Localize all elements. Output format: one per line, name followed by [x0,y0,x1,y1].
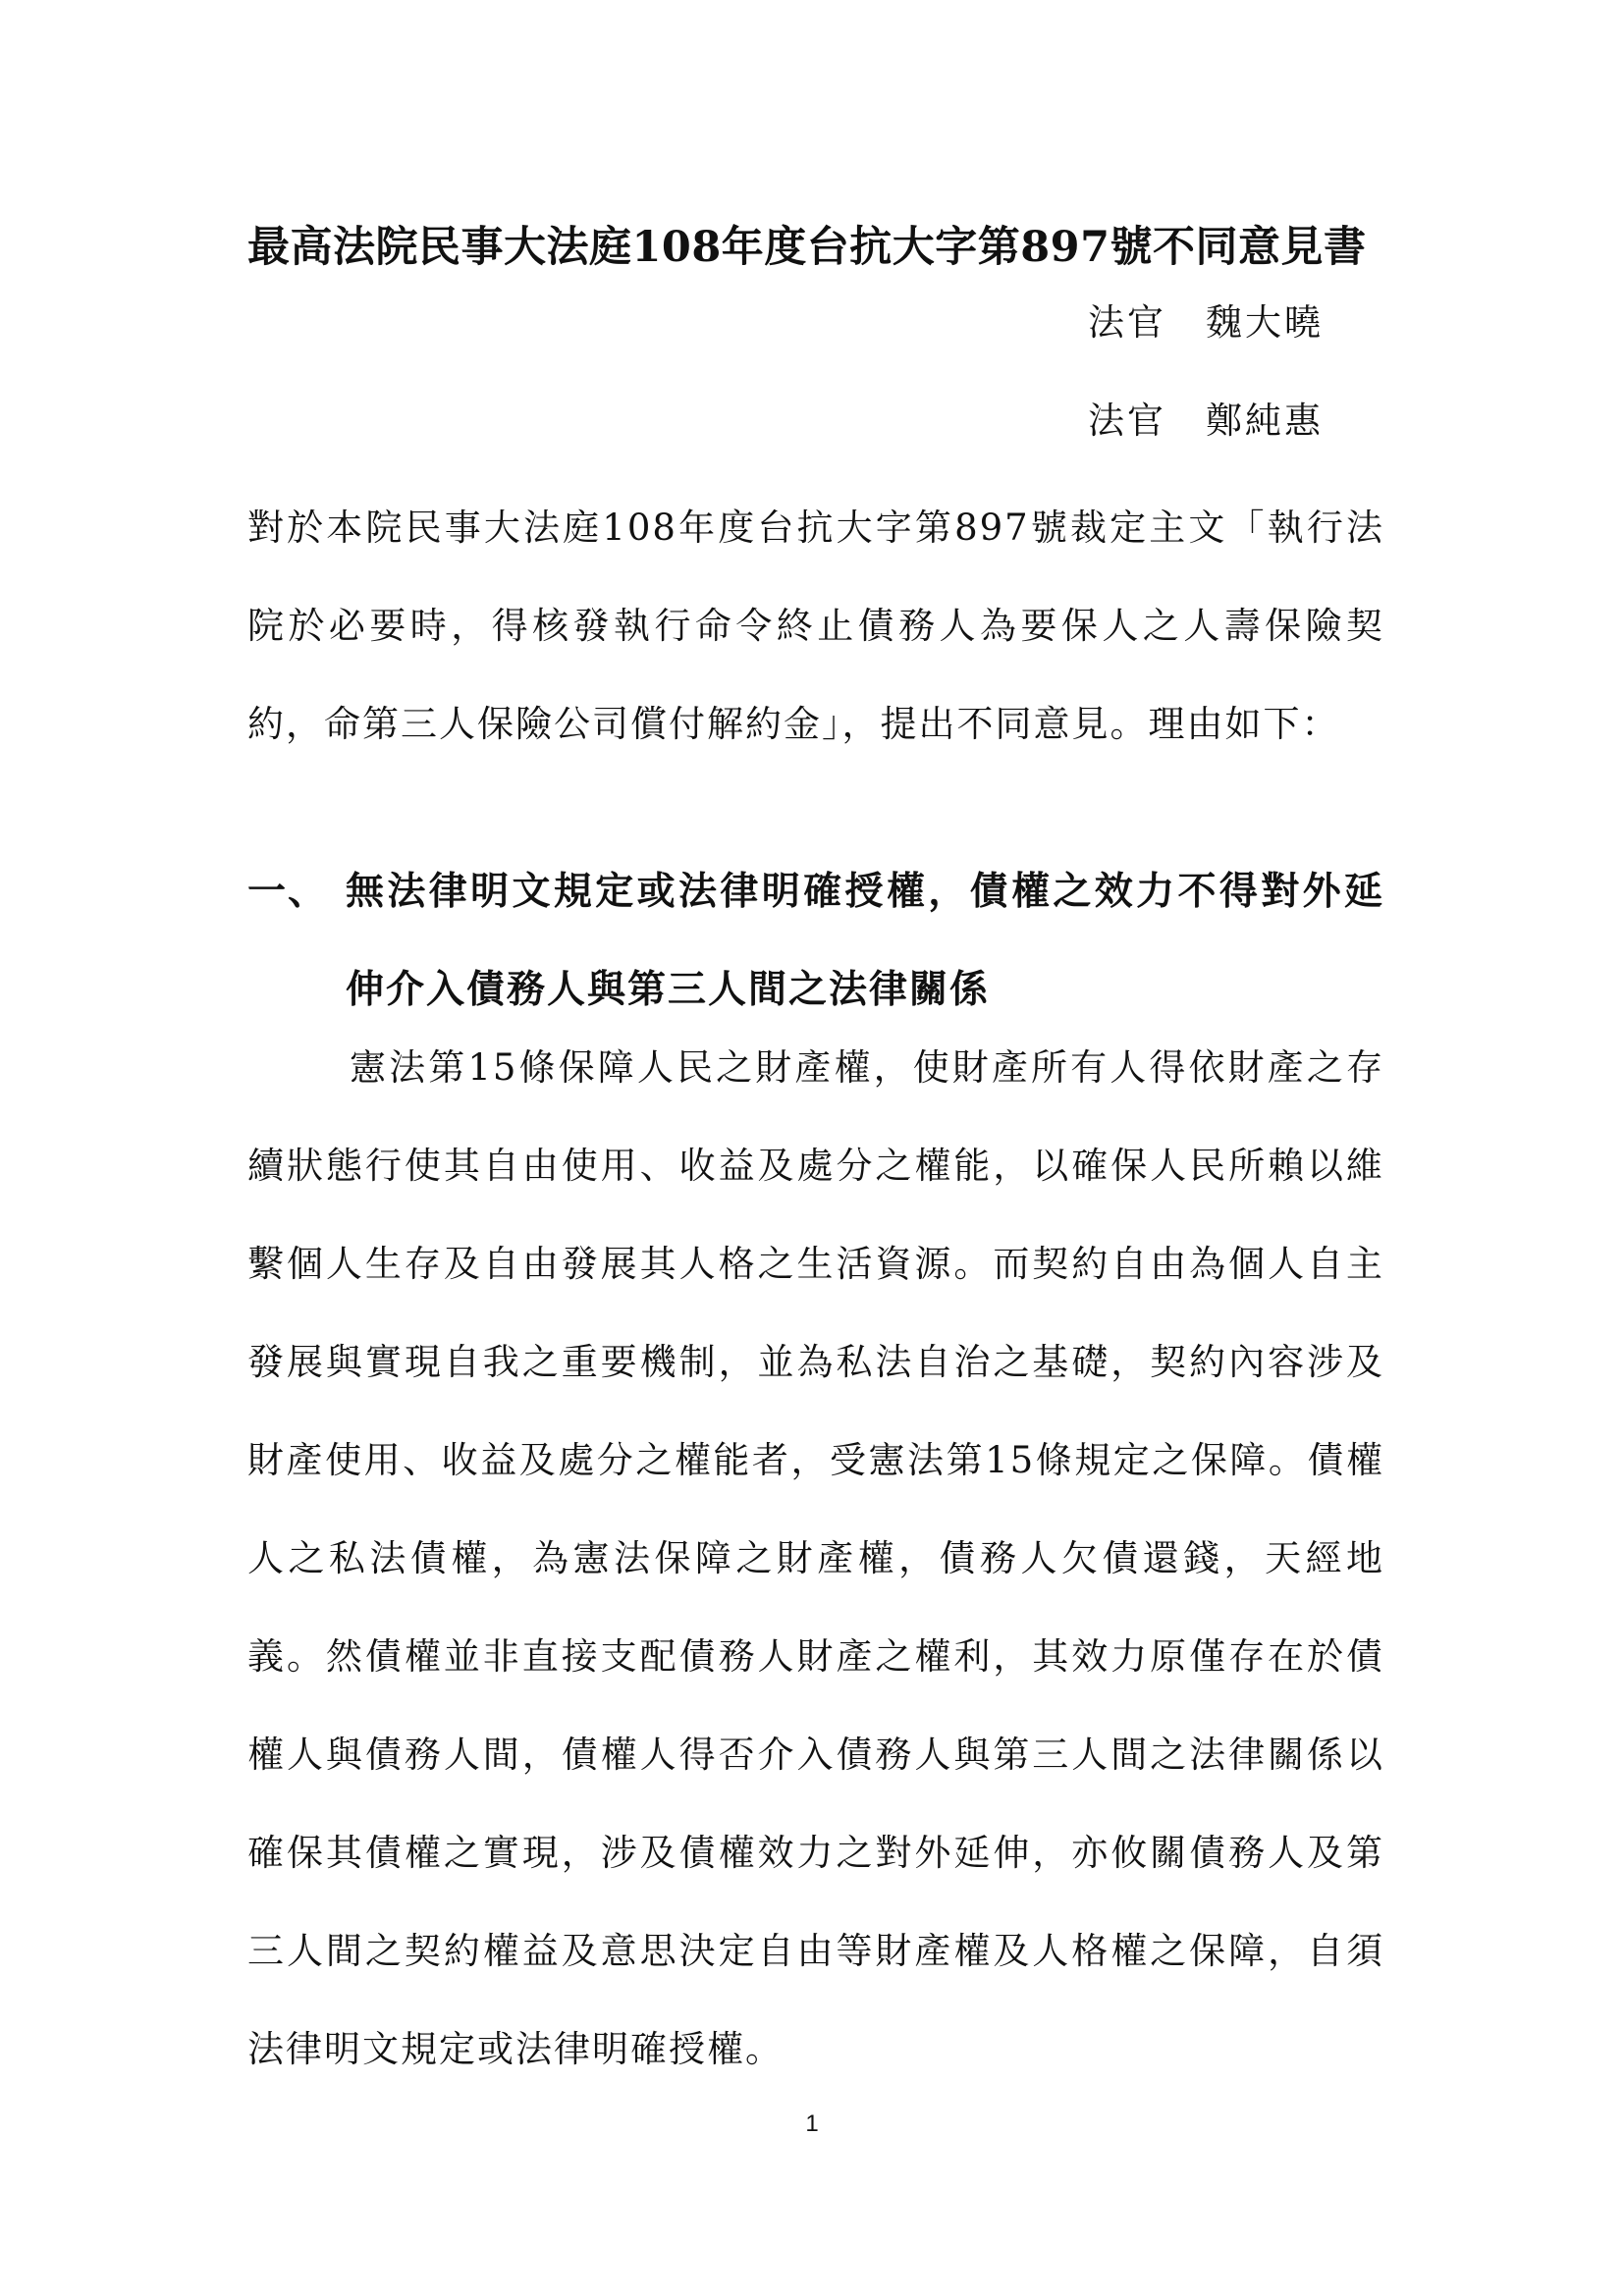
judge-role: 法官 [1088,301,1166,344]
page-number: 1 [805,2110,819,2137]
judge-signature [1088,293,1324,346]
judge-signature [1088,391,1324,444]
intro-paragraph: 對於本院民事大法庭108年度台抗大字第897號裁定主文「執行法院於必要時，得核發執行命令終止債務人為要保人之人壽保險契約，命第三人保險公司償付解約金」，提出不同意見。理由如下： [247,507,1384,745]
section-heading-text: 無法律明文規定或法律明確授權，債權之效力不得對外延伸介入債務人與第三人間之法律關係 [346,869,1384,1012]
section-number: 一、 [247,869,329,914]
document-title: 最高法院民事大法庭108年度台抗大字第897號不同意見書 [247,223,1367,272]
judge-name: 鄭純惠 [1206,400,1324,442]
section-heading [247,842,1384,1039]
judge-name: 魏大曉 [1206,301,1324,344]
body-paragraph: 憲法第15條保障人民之財產權，使財產所有人得依財產之存續狀態行使其自由使用、收益及處分之權能，以確保人民所賴以維繫個人生存及自由發展其人格之生活資源。而契約自由為個人自主發展與實現自我之重要機制，並為私法自治之基礎，契約內容涉及財產使用、收益及處分之權能者，受憲法第15條規定之保障。債權人之私法債權，為憲法保障之財產權，債務人欠債還錢，天經地義。然債權並非直接支配債務人財產之權利，其效力原僅存在於債權人與債務人間，債權人得否介入債務人與第三人間之法律關係以確保其債權之實現，涉及債權效力之對外延伸，亦攸關債務人及第三人間之契約權益及意思決定自由等財產權及人格權之保障，自須法律明文規定或法律明確授權。 [247,1046,1384,2070]
judge-role: 法官 [1088,400,1166,442]
